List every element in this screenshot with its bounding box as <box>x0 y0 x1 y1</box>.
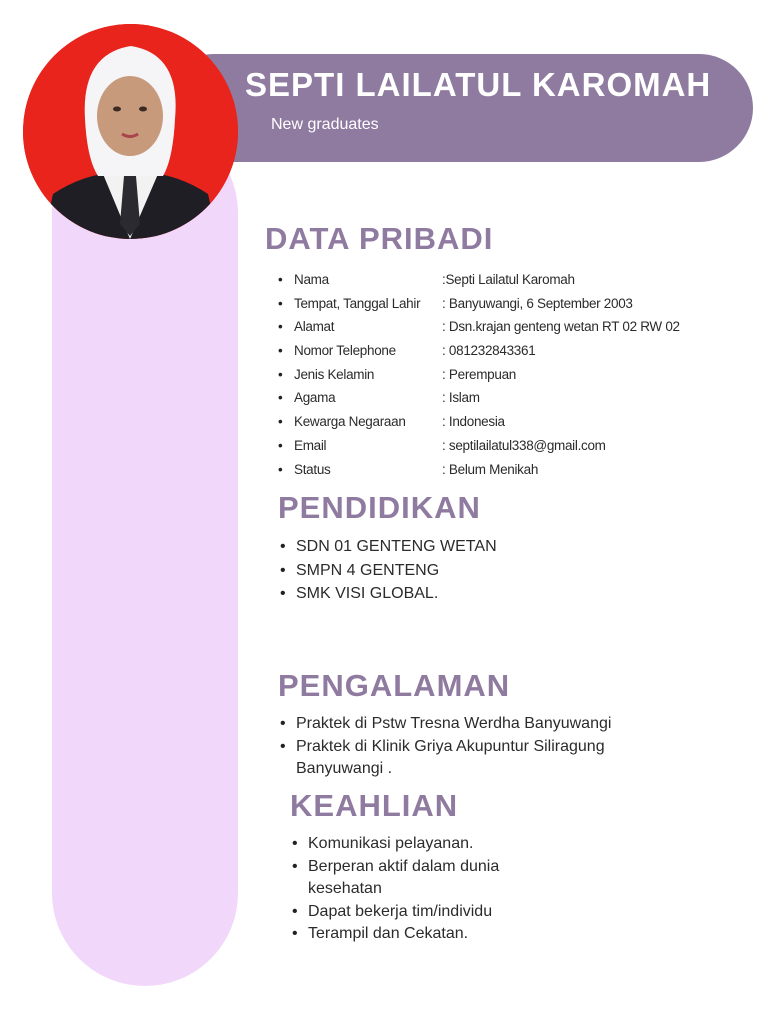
field-label: Kewarga Negaraan <box>294 414 406 430</box>
field-label: Status <box>294 461 331 477</box>
section-title-pendidikan: PENDIDIKAN <box>278 490 481 525</box>
list-item <box>276 410 680 434</box>
field-label: Nama <box>294 272 329 287</box>
person-name: SEPTI LAILATUL KAROMAH <box>245 66 712 103</box>
profile-photo-illustration <box>23 24 238 239</box>
person-subtitle: New graduates <box>271 116 379 133</box>
field-value: : Belum Menikah <box>442 461 539 477</box>
education-list <box>278 535 497 606</box>
field-label: Jenis Kelamin <box>294 366 375 382</box>
section-title-keahlian: KEAHLIAN <box>290 788 459 823</box>
field-value: : Perempuan <box>442 366 516 382</box>
field-label: Tempat, Tanggal Lahir <box>294 295 421 311</box>
field-value: : Islam <box>442 390 480 406</box>
personal-data-list <box>276 268 680 481</box>
experience-list <box>278 713 688 781</box>
list-item: • Terampil dan Cekatan. <box>290 923 570 946</box>
list-item <box>276 458 680 482</box>
field-label: Email <box>294 437 327 453</box>
field-label: Nomor Telephone <box>294 343 396 359</box>
skills-list <box>290 833 570 946</box>
field-value: : septilailatul338@gmail.com <box>442 437 606 453</box>
field-value: : Indonesia <box>442 414 505 430</box>
field-value: : Banyuwangi, 6 September 2003 <box>442 295 633 311</box>
profile-photo <box>23 24 238 239</box>
list-item <box>276 268 680 292</box>
list-item <box>276 386 680 410</box>
section-title-pengalaman: PENGALAMAN <box>278 668 511 703</box>
list-item: • Berperan aktif dalam dunia kesehatan <box>290 856 570 901</box>
list-item: • Komunikasi pelayanan. <box>290 833 570 856</box>
list-item: • SMK VISI GLOBAL. <box>278 582 497 606</box>
field-value: :Septi Lailatul Karomah <box>442 272 575 287</box>
list-item: • Dapat bekerja tim/individu <box>290 901 570 924</box>
list-item: • Praktek di Pstw Tresna Werdha Banyuwangi <box>278 713 688 736</box>
side-decoration-panel <box>52 120 238 986</box>
list-item: • SMPN 4 GENTENG <box>278 559 497 583</box>
list-item <box>276 434 680 458</box>
field-label: Agama <box>294 390 336 406</box>
list-item <box>276 339 680 363</box>
list-item <box>276 292 680 316</box>
section-title-data-pribadi: DATA PRIBADI <box>265 221 494 256</box>
list-item <box>276 363 680 387</box>
list-item: • SDN 01 GENTENG WETAN <box>278 535 497 559</box>
list-item: • Praktek di Klinik Griya Akupuntur Siliragung Banyuwangi . <box>278 736 688 781</box>
field-value: : 081232843361 <box>442 343 536 359</box>
list-item <box>276 315 680 339</box>
field-label: Alamat <box>294 319 335 335</box>
field-value: : Dsn.krajan genteng wetan RT 02 RW 02 <box>442 319 680 335</box>
